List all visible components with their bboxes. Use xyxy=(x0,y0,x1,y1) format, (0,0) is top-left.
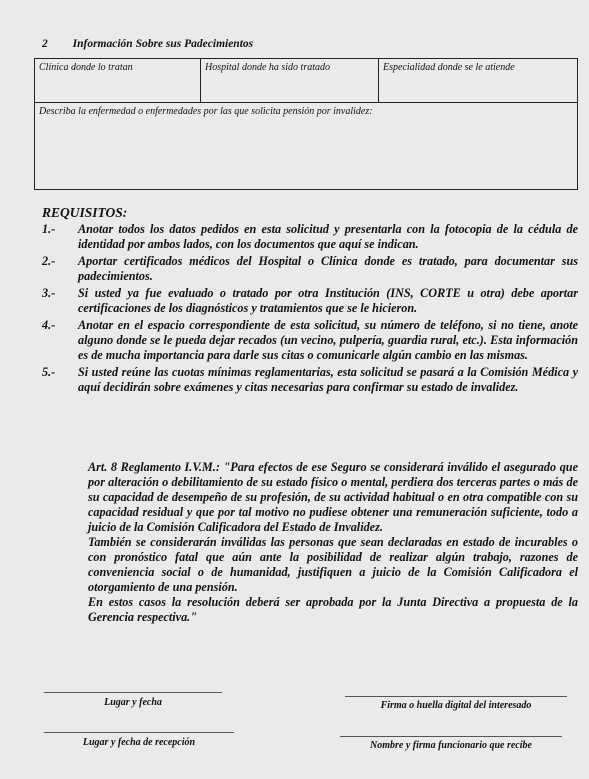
specialty-label: Especialidad donde se le atiende xyxy=(383,62,515,73)
requirement-item xyxy=(42,286,578,316)
requirement-item xyxy=(42,222,578,252)
requirement-item xyxy=(42,318,578,363)
fingerprint-label: Firma o huella digital del interesado xyxy=(380,700,532,711)
illness-description-label: Describa la enfermedad o enfermedades por las que solicita pensión por invalidez: xyxy=(39,106,373,117)
requirement-text: Aportar certificados médicos del Hospital o Clínica donde es tratado, para documentar sus padecimientos. xyxy=(78,254,578,283)
requirement-number: 2.- xyxy=(42,254,56,268)
section-heading xyxy=(42,38,253,50)
ailments-table-header-row xyxy=(35,59,577,103)
requirement-text: Anotar todos los datos pedidos en esta solicitud y presentarla con la fotocopia de la cédula de identidad por ambos lados, con los documentos que aquí se indican. xyxy=(78,222,578,251)
clinic-field[interactable] xyxy=(35,59,201,102)
ailments-table xyxy=(34,58,578,190)
article-quote xyxy=(88,460,578,625)
section-number: 2 xyxy=(42,38,48,50)
hospital-label: Hospital donde ha sido tratado xyxy=(205,62,331,73)
article-paragraph-1: Art. 8 Reglamento I.V.M.: "Para efectos de ese Seguro se considerará inválido el asegurado que por alteración o debilitamiento de su estado físico o mental, perdiera dos terceras partes o más de su capacidad de desempeño de su profesión, de su actividad habitual o en otra compatible con su capacidad residual y que por tal motivo no pudiese obtener una remuneración suficiente, todo a juicio de la Comisión Calificadora del Estado de Invalidez. xyxy=(88,460,578,534)
specialty-field[interactable] xyxy=(379,59,577,102)
article-paragraph-2: También se considerarán inválidas las personas que sean declaradas en estado de incurables o con pronóstico fatal que aún ante la posibilidad de realizar algún trabajo, razones de conveniencia social o de humanidad, justifiquen a juicio de la Comisión Calificadora el otorgamiento de una pensión. xyxy=(88,535,578,594)
requirements-title: REQUISITOS: xyxy=(42,205,128,220)
requirement-number: 4.- xyxy=(42,318,56,332)
requirement-text: Anotar en el espacio correspondiente de esta solicitud, su número de teléfono, si no tiene, anote alguno donde se le pueda dejar recados (un vecino, pulpería, guardia rural, etc.). Esta información es de mucha importancia para darle sus citas o comunicarle algún cambio en las mismas. xyxy=(78,318,578,362)
place-date-label: Lugar y fecha xyxy=(104,697,162,708)
illness-description-field[interactable] xyxy=(35,103,577,120)
requirement-text: Si usted ya fue evaluado o tratado por otra Institución (INS, CORTE u otra) debe aportar certificaciones de los diagnósticos y tratamientos que se le hicieron. xyxy=(78,286,578,315)
hospital-field[interactable] xyxy=(201,59,379,102)
requirement-number: 5.- xyxy=(42,365,56,379)
requirement-item xyxy=(42,365,578,395)
requirement-number: 3.- xyxy=(42,286,56,300)
clinic-label: Clínica donde lo tratan xyxy=(39,62,133,73)
reception-label: Lugar y fecha de recepción xyxy=(82,737,196,748)
requirement-number: 1.- xyxy=(42,222,56,236)
fingerprint-line xyxy=(345,696,567,697)
requirement-text: Si usted reúne las cuotas mínimas reglamentarias, esta solicitud se pasará a la Comisión Médica y aquí decidirán sobre exámenes y citas necesarias para confirmar su estado de invalidez. xyxy=(78,365,578,394)
requirements-list xyxy=(42,222,578,397)
reception-line xyxy=(44,732,234,733)
official-line xyxy=(340,736,562,737)
official-label: Nombre y firma funcionario que recibe xyxy=(370,740,532,751)
place-date-line xyxy=(44,692,222,693)
requirement-item xyxy=(42,254,578,284)
article-paragraph-3: En estos casos la resolución deberá ser aprobada por la Junta Directiva a propuesta de la Gerencia respectiva." xyxy=(88,595,578,624)
section-title: Información Sobre sus Padecimientos xyxy=(72,38,254,50)
